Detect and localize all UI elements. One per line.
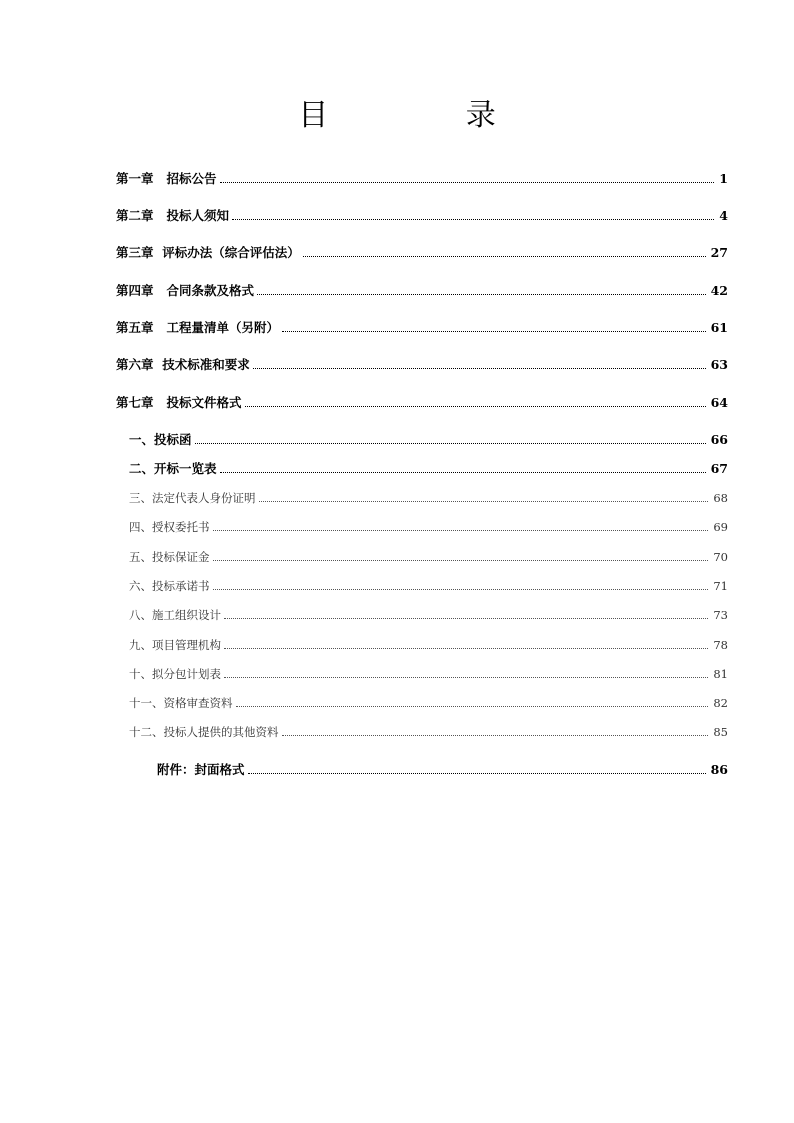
toc-entry-page: 64 [710,395,728,410]
page-title: 目 录 [298,98,560,133]
toc-entry[interactable] [129,694,728,712]
toc-entry-label: 第二章 投标人须知 [116,208,230,223]
dot-leader [282,735,709,736]
toc-entry-label: 一、投标函 [129,432,192,447]
toc-entry-page: 86 [710,762,728,777]
dot-leader [195,443,706,444]
toc-entry[interactable] [129,577,728,595]
toc-entry-label: 六、投标承诺书 [129,579,210,593]
toc-entry[interactable] [157,761,728,779]
toc-entry-page: 82 [713,696,728,710]
toc-entry-label: 附件：封面格式 [157,762,245,777]
dot-leader [224,677,708,678]
toc-entry-page: 67 [710,461,728,476]
toc-entry-label: 八、施工组织设计 [129,608,221,622]
toc-entry[interactable] [129,665,728,683]
dot-leader [232,219,714,220]
toc-entry-label: 第五章 工程量清单（另附） [116,320,280,335]
toc-entry-label: 十、拟分包计划表 [129,667,221,681]
dot-leader [213,560,709,561]
toc-entry-page: 42 [710,283,728,298]
toc-entry-page: 73 [713,608,728,622]
toc-entry-page: 66 [710,432,728,447]
toc-entry-label: 九、项目管理机构 [129,638,221,652]
toc-entry[interactable] [129,548,728,566]
dot-leader [248,773,706,774]
toc-entry-page: 70 [713,550,728,564]
toc-entry-page: 85 [713,725,728,739]
toc-entry[interactable] [116,207,728,225]
toc-entry-label: 十一、资格审查资料 [129,696,233,710]
toc-entry-label: 二、开标一览表 [129,461,217,476]
dot-leader [253,368,706,369]
toc-entry-page: 4 [719,208,728,223]
toc-entry-label: 第三章 评标办法（综合评估法） [116,245,300,260]
toc-entry[interactable] [116,282,728,300]
toc-entry[interactable] [129,489,728,507]
toc-entry-page: 63 [710,357,728,372]
toc-entry-label: 第四章 合同条款及格式 [116,283,255,298]
dot-leader [220,182,715,183]
toc-entry[interactable] [116,394,728,412]
toc-entry-page: 27 [710,245,728,260]
toc-entry-page: 71 [713,579,728,593]
dot-leader [213,530,709,531]
dot-leader [220,472,706,473]
toc-entry-label: 十二、投标人提供的其他资料 [129,725,279,739]
toc-entry[interactable] [116,356,728,374]
toc-entry-label: 第七章 投标文件格式 [116,395,242,410]
toc-entry-label: 四、授权委托书 [129,520,210,534]
toc-entry[interactable] [129,431,728,449]
toc-entry-label: 第一章 招标公告 [116,171,217,186]
dot-leader [257,294,706,295]
toc-entry[interactable] [129,636,728,654]
toc-entry-page: 61 [710,320,728,335]
dot-leader [213,589,709,590]
toc-entry-page: 68 [713,491,728,505]
toc-entry[interactable] [129,606,728,624]
dot-leader [224,648,708,649]
dot-leader [245,406,706,407]
toc-entry-page: 81 [713,667,728,681]
dot-leader [224,618,708,619]
toc-entry-page: 1 [719,171,728,186]
dot-leader [259,501,709,502]
dot-leader [282,331,706,332]
toc-entry[interactable] [116,170,728,188]
dot-leader [236,706,709,707]
toc-entry[interactable] [129,460,728,478]
toc-entry-label: 三、法定代表人身份证明 [129,491,256,505]
toc-entry[interactable] [129,518,728,536]
dot-leader [303,256,706,257]
toc-entry[interactable] [116,319,728,337]
toc-entry[interactable] [129,723,728,741]
toc-entry[interactable] [116,244,728,262]
toc-entry-label: 第六章 技术标准和要求 [116,357,250,372]
toc-entry-label: 五、投标保证金 [129,550,210,564]
toc-entry-page: 78 [713,638,728,652]
toc-entry-page: 69 [713,520,728,534]
